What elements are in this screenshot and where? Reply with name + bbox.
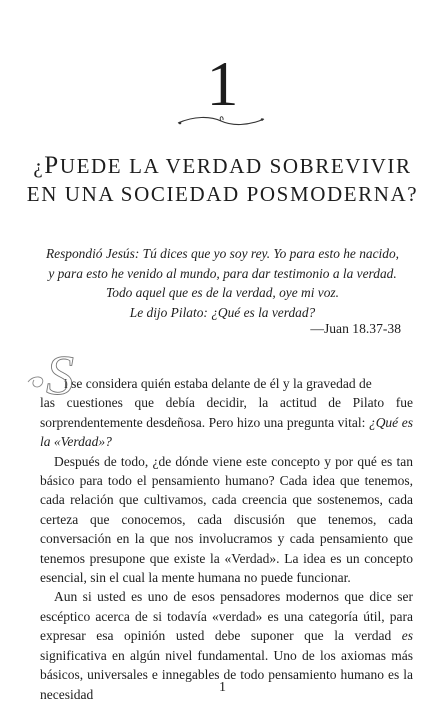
epigraph [44,244,401,322]
chapter-title-line-1: ¿PUEDE LA VERDAD SOBREVIVIR [33,152,412,179]
epigraph-line: y para esto he venido al mundo, para dar testimonio a la verdad. [48,265,397,281]
paragraph-2: Después de todo, ¿de dónde viene este concepto y por qué es tan básico para todo el pensamiento humano? Cada idea que tenemos, cada relación que cultivamos, cada creencia que sostenemos, cada certeza que conocemos, cada discusión que tenemos, cada conversación en la que nos involucramos y cada pensamiento que tenemos presupone que existe la «Verdad». La idea es un concepto esencial, sin el cual la mente humana no puede funcionar. [40,453,413,586]
chapter-title-line-2: EN UNA SOCIEDAD POSMODERNA? [26,182,419,206]
paragraph-1-text: las cuestiones que debía decidir, la actitud de Pilato fue sorprendentemente desdeñosa. Pero hizo una pregunta vital: [40,395,413,430]
body-text [40,374,413,704]
paragraph-3-text-a: Aun si usted es uno de esos pensadores modernos que dice ser escéptico acerca de si todavía «verdad» es una categoría útil, para expresar esa opinión usted debe suponer que la verdad [40,589,413,644]
paragraph-1-first-line: i se considera quién estaba delante de él y la gravedad de [64,376,372,391]
epigraph-line: Le dijo Pilato: ¿Qué es la verdad? [129,304,316,320]
page-number: 1 [219,680,226,695]
epigraph-line: Todo aquel que es de la verdad, oye mi voz. [106,285,339,301]
dropcap-letter: S [46,348,74,404]
paragraph-3-italic: es [401,628,413,644]
flourish-ornament-icon [176,112,266,130]
paragraph-1-italic: ¿Qué es la «Verdad»? [40,414,413,450]
chapter-title [22,152,423,208]
paragraph-3-text-b: significativa en algún nivel fundamental. Uno de los axiomas más básicos, universales e innegables de todo pensamiento humano es la necesidad [40,647,413,702]
epigraph-citation: —Juan 18.37-38 [310,321,401,336]
epigraph-line: Respondió Jesús: Tú dices que yo soy rey. Yo para esto he nacido, [45,246,400,261]
paragraph-1 [40,374,413,452]
chapter-number: 1 [206,48,239,119]
